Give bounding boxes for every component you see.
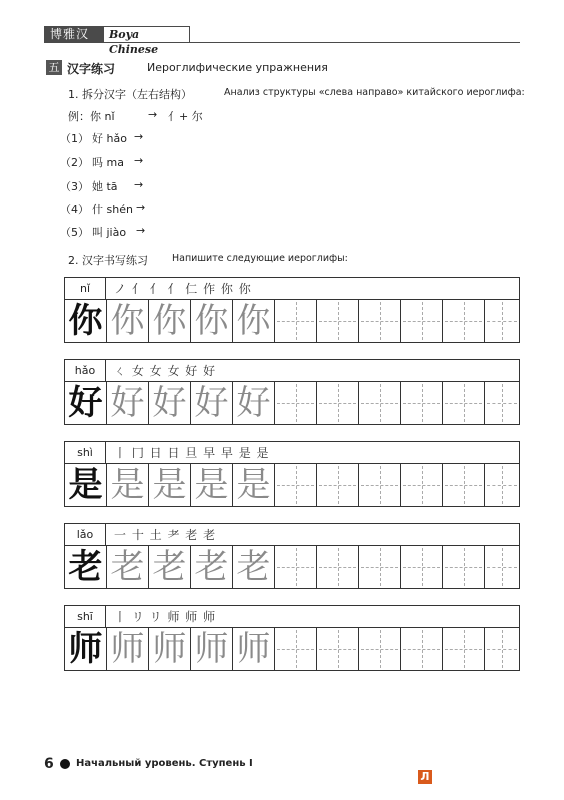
empty-writing-cell[interactable] [443, 546, 485, 588]
empty-writing-cell[interactable] [485, 300, 519, 342]
item-5-arrow: → [136, 224, 146, 237]
model-character: 老 [68, 547, 103, 587]
practice-block-1 [64, 277, 520, 343]
empty-writing-cell[interactable] [275, 628, 317, 670]
example-arrow: → [148, 108, 158, 121]
empty-writing-cell[interactable] [443, 464, 485, 506]
item-1-word: 好 hǎo [92, 132, 127, 145]
trace-character: 好 [236, 383, 271, 423]
trace-character: 老 [236, 547, 271, 587]
item-1-arrow: → [134, 130, 144, 143]
trace-character: 好 [110, 383, 145, 423]
task1-title: 1. 拆分汉字（左右结构） [68, 88, 192, 101]
model-char-cell [65, 546, 107, 588]
model-character: 好 [68, 383, 103, 423]
publisher-logo-icon: Л [418, 770, 432, 784]
empty-writing-cell[interactable] [443, 300, 485, 342]
task1-ru: Анализ структуры «слева направо» китайского иероглифа: [224, 87, 525, 98]
trace-character: 老 [194, 547, 229, 587]
model-character: 师 [68, 629, 103, 669]
trace-character: 你 [236, 301, 271, 341]
trace-char-cell [191, 628, 233, 670]
stroke-order: 丨 冂 日 日 旦 早 早 是 是 [106, 442, 519, 463]
task2-title: 2. 汉字书写练习 [68, 254, 148, 267]
empty-writing-cell[interactable] [485, 464, 519, 506]
example-label: 例：你 nǐ [68, 110, 115, 123]
empty-writing-cell[interactable] [401, 300, 443, 342]
page-number: 6 [44, 756, 54, 772]
empty-writing-cell[interactable] [317, 300, 359, 342]
example-parts: 亻+ 尔 [168, 110, 203, 123]
item-2-word: 吗 ma [92, 156, 124, 169]
item-2-num: （2） [60, 156, 89, 169]
trace-character: 是 [194, 465, 229, 505]
model-character: 你 [68, 301, 103, 341]
trace-character: 师 [236, 629, 271, 669]
header-cn: 博雅汉语 [44, 26, 103, 43]
item-3-word: 她 tā [92, 180, 118, 193]
trace-char-cell [107, 546, 149, 588]
item-1-num: （1） [60, 132, 89, 145]
header-rule [190, 42, 520, 43]
footer-text: Начальный уровень. Ступень I [76, 758, 253, 769]
empty-writing-cell[interactable] [401, 546, 443, 588]
model-char-cell [65, 464, 107, 506]
item-5-num: （5） [60, 226, 89, 239]
trace-char-cell [233, 546, 275, 588]
trace-character: 老 [152, 547, 187, 587]
model-character: 是 [68, 465, 103, 505]
empty-writing-cell[interactable] [317, 464, 359, 506]
trace-char-cell [149, 546, 191, 588]
trace-character: 师 [194, 629, 229, 669]
model-char-cell [65, 382, 107, 424]
pinyin-label: shì [65, 442, 106, 463]
trace-char-cell [107, 464, 149, 506]
empty-writing-cell[interactable] [485, 628, 519, 670]
trace-char-cell [191, 300, 233, 342]
header-en: Boya Chinese [103, 26, 190, 43]
trace-char-cell [107, 628, 149, 670]
trace-char-cell [233, 300, 275, 342]
empty-writing-cell[interactable] [359, 300, 401, 342]
model-char-cell [65, 300, 107, 342]
stroke-order: 一 十 土 耂 老 老 [106, 524, 519, 545]
trace-character: 老 [110, 547, 145, 587]
empty-writing-cell[interactable] [359, 628, 401, 670]
trace-char-cell [149, 300, 191, 342]
empty-writing-cell[interactable] [485, 382, 519, 424]
bullet-icon [60, 759, 70, 769]
item-4-arrow: → [136, 201, 146, 214]
item-2-arrow: → [134, 154, 144, 167]
section-title: 汉字练习 [67, 62, 116, 76]
empty-writing-cell[interactable] [275, 300, 317, 342]
practice-block-4 [64, 523, 520, 589]
item-4-num: （4） [60, 203, 89, 216]
empty-writing-cell[interactable] [485, 546, 519, 588]
practice-block-3 [64, 441, 520, 507]
stroke-order: ㄑ 女 女 女 好 好 [106, 360, 519, 381]
pinyin-label: lǎo [65, 524, 106, 545]
empty-writing-cell[interactable] [359, 382, 401, 424]
trace-character: 是 [236, 465, 271, 505]
stroke-order: ノ 亻 亻 亻 仁 作 你 你 [106, 278, 519, 299]
pinyin-label: nǐ [65, 278, 106, 299]
practice-block-5 [64, 605, 520, 671]
section-number: 五 [46, 60, 62, 75]
empty-writing-cell[interactable] [443, 628, 485, 670]
empty-writing-cell[interactable] [401, 464, 443, 506]
item-3-num: （3） [60, 180, 89, 193]
trace-char-cell [107, 382, 149, 424]
trace-char-cell [149, 382, 191, 424]
pinyin-label: hǎo [65, 360, 106, 381]
empty-writing-cell[interactable] [317, 628, 359, 670]
trace-character: 你 [110, 301, 145, 341]
empty-writing-cell[interactable] [317, 382, 359, 424]
item-4-word: 什 shén [92, 203, 133, 216]
empty-writing-cell[interactable] [359, 464, 401, 506]
trace-character: 是 [110, 465, 145, 505]
trace-char-cell [149, 464, 191, 506]
pinyin-label: shī [65, 606, 106, 627]
trace-character: 师 [152, 629, 187, 669]
empty-writing-cell[interactable] [443, 382, 485, 424]
section-title-ru: Иероглифические упражнения [147, 61, 328, 74]
item-3-arrow: → [134, 178, 144, 191]
task2-ru: Напишите следующие иероглифы: [172, 253, 348, 264]
trace-character: 你 [194, 301, 229, 341]
empty-writing-cell[interactable] [401, 628, 443, 670]
empty-writing-cell[interactable] [275, 464, 317, 506]
empty-writing-cell[interactable] [317, 546, 359, 588]
trace-char-cell [233, 628, 275, 670]
trace-char-cell [191, 464, 233, 506]
trace-character: 好 [194, 383, 229, 423]
book-header [44, 26, 190, 58]
trace-character: 好 [152, 383, 187, 423]
empty-writing-cell[interactable] [359, 546, 401, 588]
trace-char-cell [149, 628, 191, 670]
empty-writing-cell[interactable] [275, 546, 317, 588]
empty-writing-cell[interactable] [275, 382, 317, 424]
trace-char-cell [191, 382, 233, 424]
practice-block-2 [64, 359, 520, 425]
model-char-cell [65, 628, 107, 670]
trace-character: 是 [152, 465, 187, 505]
stroke-order: 丨 リ リ 师 师 师 [106, 606, 519, 627]
trace-char-cell [233, 382, 275, 424]
trace-char-cell [107, 300, 149, 342]
trace-char-cell [191, 546, 233, 588]
trace-character: 你 [152, 301, 187, 341]
empty-writing-cell[interactable] [401, 382, 443, 424]
item-5-word: 叫 jiào [92, 226, 127, 239]
trace-char-cell [233, 464, 275, 506]
trace-character: 师 [110, 629, 145, 669]
